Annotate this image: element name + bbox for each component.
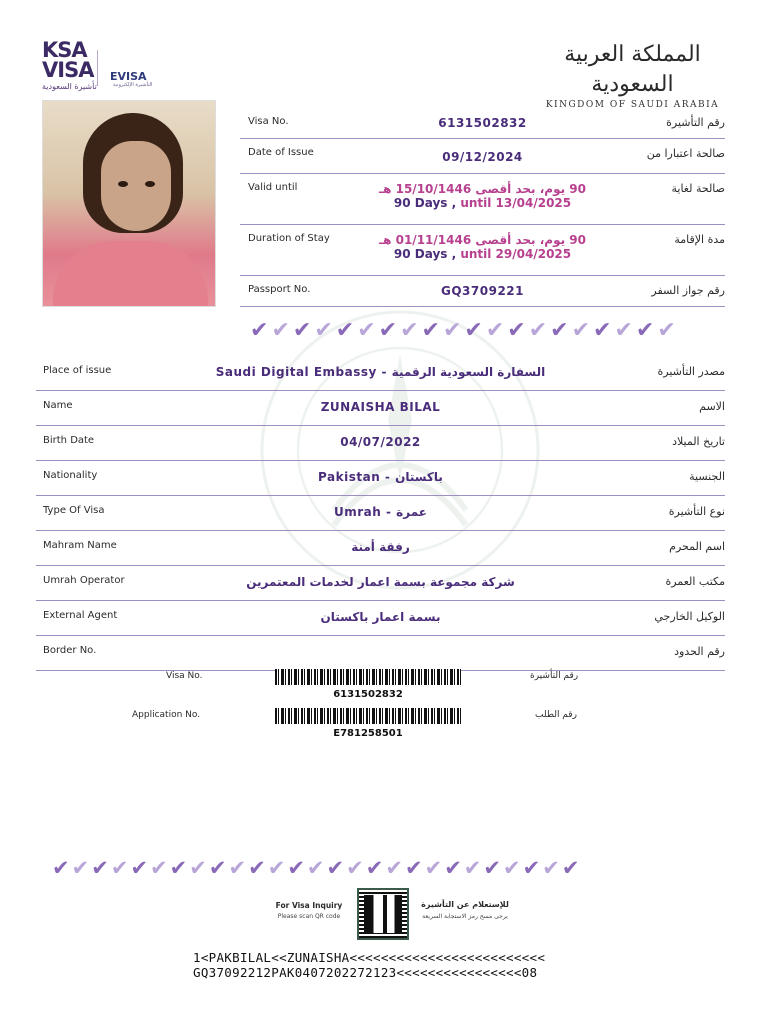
date-of-issue-value: 09/12/2024 bbox=[442, 150, 523, 164]
row-name bbox=[36, 391, 725, 426]
row-passport-no bbox=[240, 276, 725, 307]
label-en: Passport No. bbox=[248, 284, 311, 295]
label-ar: صالحة لغاية bbox=[671, 182, 725, 195]
label-en: Nationality bbox=[43, 470, 98, 481]
umrah-operator-value: شركة مجموعة بسمة اعمار لخدمات المعتمرين bbox=[246, 575, 515, 589]
label-en: Umrah Operator bbox=[43, 575, 125, 586]
barcode-app-label-en: Application No. bbox=[132, 710, 201, 720]
place-of-issue-value: Saudi Digital Embassy - السفارة السعودية الرقمية bbox=[215, 365, 546, 379]
valid-until-ar: 90 يوم، بحد أقصى 15/10/1446 هـ bbox=[379, 182, 586, 196]
duration-days: 90 Days , bbox=[393, 247, 461, 261]
name-value: ZUNAISHA BILAL bbox=[320, 400, 441, 414]
mrz-line-2: GQ37092212PAK0407202272123<<<<<<<<<<<<<<<<08 bbox=[193, 965, 538, 980]
label-en: Visa No. bbox=[248, 116, 289, 127]
label-ar: تاريخ الميلاد bbox=[672, 435, 725, 448]
valid-until-date: until 13/04/2025 bbox=[460, 196, 572, 210]
nationality-value: Pakistan - باكستان bbox=[318, 470, 443, 484]
mahram-name-value: رفقة أمنة bbox=[351, 540, 410, 554]
qr-subtitle-en: Please scan QR code bbox=[277, 913, 341, 920]
visa-details-top bbox=[240, 108, 725, 307]
visa-no-value: 6131502832 bbox=[438, 116, 527, 130]
row-border-no bbox=[36, 636, 725, 671]
visa-barcode bbox=[275, 669, 461, 685]
logo-divider bbox=[97, 50, 98, 86]
label-en: Border No. bbox=[43, 645, 97, 656]
label-en: Type Of Visa bbox=[43, 505, 105, 516]
decorative-checkmark-band: ✔✔✔✔✔✔✔✔✔✔✔✔✔✔✔✔✔✔✔✔ bbox=[250, 318, 679, 343]
row-duration-of-stay bbox=[240, 225, 725, 276]
decorative-checkmark-band-bottom: ✔✔✔✔✔✔✔✔✔✔✔✔✔✔✔✔✔✔✔✔✔✔✔✔✔✔✔ bbox=[52, 856, 582, 880]
label-en: Name bbox=[43, 400, 73, 411]
label-ar: صالحة اعتبارا من bbox=[646, 147, 725, 160]
ksa-logo-arabic: تأشيرة السعودية bbox=[42, 82, 97, 91]
row-type-of-visa bbox=[36, 496, 725, 531]
passport-no-value: GQ3709221 bbox=[441, 284, 524, 298]
row-date-of-issue bbox=[240, 139, 725, 174]
visa-inquiry-qr-block bbox=[265, 888, 515, 940]
holder-photo bbox=[42, 100, 216, 307]
label-en: Mahram Name bbox=[43, 540, 117, 551]
barcode-visa-label-en: Visa No. bbox=[166, 671, 203, 681]
label-en: Date of Issue bbox=[248, 147, 314, 158]
label-en: Place of issue bbox=[43, 365, 112, 376]
kingdom-logo bbox=[540, 40, 725, 110]
birth-date-value: 04/07/2022 bbox=[340, 435, 421, 449]
label-ar: اسم المحرم bbox=[669, 540, 725, 553]
row-valid-until bbox=[240, 174, 725, 225]
label-en: Valid until bbox=[248, 182, 298, 193]
label-ar: الاسم bbox=[699, 400, 725, 413]
barcode-visa-number: 6131502832 bbox=[333, 689, 403, 700]
ksa-visa-logo bbox=[42, 40, 97, 91]
row-place-of-issue bbox=[36, 356, 725, 391]
duration-ar: 90 يوم، بحد أقصى 01/11/1446 هـ bbox=[379, 233, 586, 247]
kingdom-title-en: KINGDOM OF SAUDI ARABIA bbox=[545, 100, 720, 110]
barcode-visa-label-ar: رقم التأشيرة bbox=[530, 671, 579, 681]
kingdom-title-ar: المملكة العربية السعودية bbox=[564, 42, 701, 97]
label-ar: مكتب العمرة bbox=[665, 575, 725, 588]
label-ar: رقم جواز السفر bbox=[651, 284, 725, 297]
type-of-visa-value: Umrah - عمرة bbox=[334, 505, 427, 519]
barcode-app-number: E781258501 bbox=[333, 728, 403, 739]
evisa-logo: EVISA bbox=[110, 70, 147, 83]
label-en: External Agent bbox=[43, 610, 118, 621]
qr-title-en: For Visa Inquiry bbox=[275, 901, 343, 910]
evisa-logo-arabic: التأشيرة الإلكترونية bbox=[113, 82, 153, 88]
ksa-logo-line1: KSA bbox=[42, 38, 87, 62]
label-ar: نوع التأشيرة bbox=[668, 505, 725, 518]
label-en: Birth Date bbox=[43, 435, 95, 446]
qr-subtitle-ar: يرجى مسح رمز الاستجابة السريعة bbox=[422, 913, 508, 920]
row-birth-date bbox=[36, 426, 725, 461]
row-visa-no bbox=[240, 108, 725, 139]
qr-title-ar: للإستعلام عن التأشيرة bbox=[421, 900, 509, 909]
ksa-logo-line2: VISA bbox=[42, 58, 94, 82]
label-ar: الجنسية bbox=[689, 470, 725, 483]
label-ar: الوكيل الخارجي bbox=[654, 610, 725, 623]
row-mahram-name bbox=[36, 531, 725, 566]
row-nationality bbox=[36, 461, 725, 496]
visa-details-main bbox=[36, 356, 725, 671]
label-ar: مصدر التأشيرة bbox=[657, 365, 725, 378]
label-ar: مدة الإقامة bbox=[674, 233, 725, 246]
qr-code[interactable] bbox=[357, 888, 409, 940]
row-external-agent bbox=[36, 601, 725, 636]
duration-date: until 29/04/2025 bbox=[460, 247, 572, 261]
label-en: Duration of Stay bbox=[248, 233, 330, 244]
application-barcode bbox=[275, 708, 461, 724]
valid-until-days: 90 Days , bbox=[393, 196, 461, 210]
external-agent-value: بسمة اعمار باكستان bbox=[320, 610, 441, 624]
label-ar: رقم التأشيرة bbox=[666, 116, 725, 129]
row-umrah-operator bbox=[36, 566, 725, 601]
label-ar: رقم الحدود bbox=[674, 645, 725, 658]
barcode-app-label-ar: رقم الطلب bbox=[535, 710, 577, 720]
mrz-line-1: 1<PAKBILAL<<ZUNAISHA<<<<<<<<<<<<<<<<<<<<<<<<< bbox=[193, 950, 546, 965]
